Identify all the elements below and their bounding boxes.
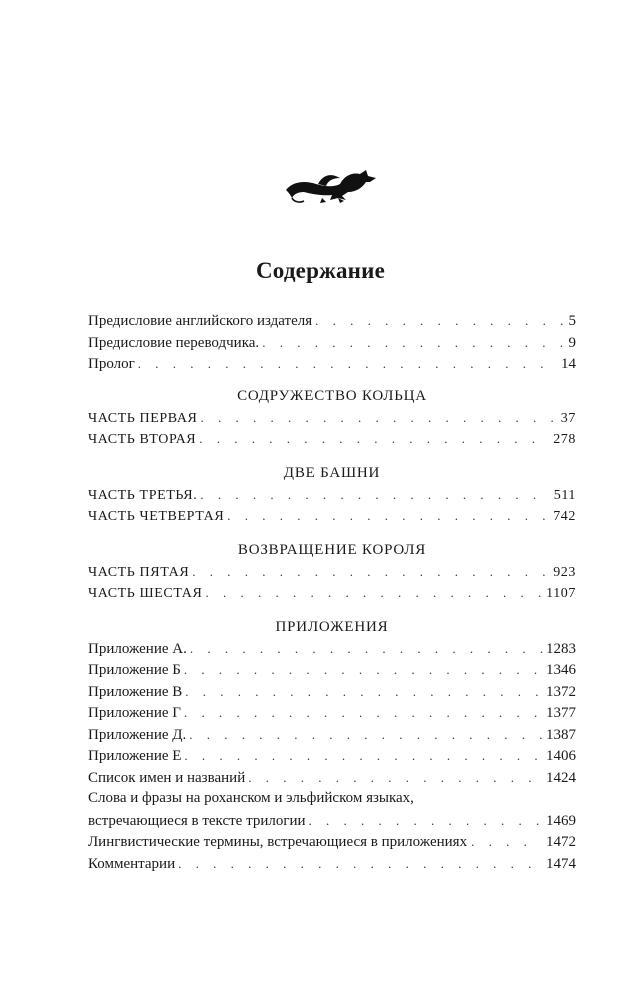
toc-entry-page: 37 <box>560 410 576 426</box>
toc-entry[interactable] <box>88 353 576 375</box>
section-heading: ПРИЛОЖЕНИЯ <box>275 618 389 635</box>
toc-entry[interactable] <box>88 407 576 429</box>
toc-entry[interactable] <box>88 310 576 332</box>
table-of-contents <box>88 310 576 874</box>
dot-leader <box>201 407 558 429</box>
toc-entry-page: 1107 <box>546 586 576 601</box>
dot-leader <box>309 810 543 832</box>
toc-entry-label: ЧАСТЬ ВТОРАЯ <box>88 432 197 447</box>
dot-leader <box>189 724 543 746</box>
toc-entry-label: ЧАСТЬ ШЕСТАЯ <box>88 586 203 601</box>
toc-entry-label: Комментарии <box>88 855 176 872</box>
toc-entry-label: Лингвистические термины, встречающиеся в приложениях <box>88 834 468 850</box>
toc-entry-page: 1372 <box>546 683 576 700</box>
dot-leader <box>184 659 543 681</box>
toc-entry[interactable] <box>88 745 576 767</box>
dot-leader <box>227 505 550 527</box>
section-heading: ДВЕ БАШНИ <box>283 464 381 481</box>
toc-entry-label: ЧАСТЬ ПЯТАЯ <box>88 564 190 580</box>
toc-entry-page: 1283 <box>546 640 576 657</box>
dot-leader <box>471 831 542 853</box>
toc-entry[interactable] <box>88 428 576 450</box>
dot-leader <box>190 638 543 660</box>
toc-entry-page: 1377 <box>546 705 576 721</box>
toc-entry-page: 1472 <box>546 834 576 850</box>
toc-entry[interactable] <box>88 484 576 506</box>
toc-entry-multiline[interactable] <box>88 788 576 831</box>
toc-entry[interactable] <box>88 332 576 354</box>
toc-entry[interactable] <box>88 831 576 853</box>
toc-entry-page: 9 <box>568 334 576 351</box>
toc-entry-page: 1474 <box>546 855 576 872</box>
dot-leader <box>184 702 543 724</box>
toc-entry-label: Приложение Г <box>88 705 181 721</box>
toc-entry-label: Приложение А. <box>88 640 187 657</box>
section-heading: ВОЗВРАЩЕНИЕ КОРОЛЯ <box>237 541 427 558</box>
dot-leader <box>200 484 550 506</box>
toc-entry-label: Приложение Е <box>88 748 182 764</box>
toc-entry[interactable] <box>88 505 576 527</box>
dot-leader <box>199 428 550 450</box>
toc-entry-label-line1: Слова и фразы на роханском и эльфийском языках, <box>88 790 414 806</box>
toc-entry[interactable] <box>88 582 576 604</box>
toc-entry-label: Пролог <box>88 356 135 372</box>
toc-entry-label: ЧАСТЬ ПЕРВАЯ <box>88 410 198 426</box>
toc-entry[interactable] <box>88 702 576 724</box>
dot-leader <box>262 332 565 354</box>
dot-leader <box>315 310 565 332</box>
toc-entry-page: 1346 <box>546 662 576 678</box>
toc-entry-label: Список имен и названий <box>88 769 246 786</box>
dot-leader <box>185 681 543 703</box>
toc-entry-page: 1387 <box>546 726 576 743</box>
dot-leader <box>178 853 543 875</box>
toc-entry-label: Приложение В <box>88 683 183 700</box>
toc-entry[interactable] <box>88 767 576 789</box>
dragon-icon <box>282 168 382 206</box>
toc-entry[interactable] <box>88 659 576 681</box>
toc-entry-page: 1424 <box>546 769 576 786</box>
toc-entry-page: 742 <box>553 509 576 524</box>
toc-entry-page: 14 <box>561 356 576 372</box>
toc-entry[interactable] <box>88 853 576 875</box>
toc-entry[interactable] <box>88 681 576 703</box>
toc-entry[interactable] <box>88 724 576 746</box>
toc-entry-page: 511 <box>553 487 576 503</box>
dot-leader <box>184 745 543 767</box>
toc-entry-label: Предисловие переводчика. <box>88 334 260 351</box>
dot-leader <box>205 582 543 604</box>
toc-entry-label: Приложение Б <box>88 662 181 678</box>
toc-entry-label: ЧАСТЬ ТРЕТЬЯ. <box>88 487 198 503</box>
toc-entry-label: Предисловие английского издателя <box>88 313 313 329</box>
toc-entry[interactable] <box>88 561 576 583</box>
toc-entry-label-line2: встречающиеся в тексте трилогии <box>88 812 306 829</box>
toc-entry-page: 5 <box>568 313 576 329</box>
toc-entry-label: ЧАСТЬ ЧЕТВЕРТАЯ <box>88 509 225 524</box>
toc-entry-page: 278 <box>553 432 576 447</box>
section-heading: СОДРУЖЕСТВО КОЛЬЦА <box>237 387 427 404</box>
dot-leader <box>248 767 543 789</box>
dot-leader <box>192 561 550 583</box>
toc-entry-page: 1469 <box>546 812 576 829</box>
toc-entry[interactable] <box>88 638 576 660</box>
toc-entry-page: 1406 <box>546 748 576 764</box>
dot-leader <box>138 353 558 375</box>
toc-entry-label: Приложение Д. <box>88 726 187 743</box>
toc-entry-page: 923 <box>553 564 576 580</box>
page-title: Содержание <box>256 258 385 283</box>
